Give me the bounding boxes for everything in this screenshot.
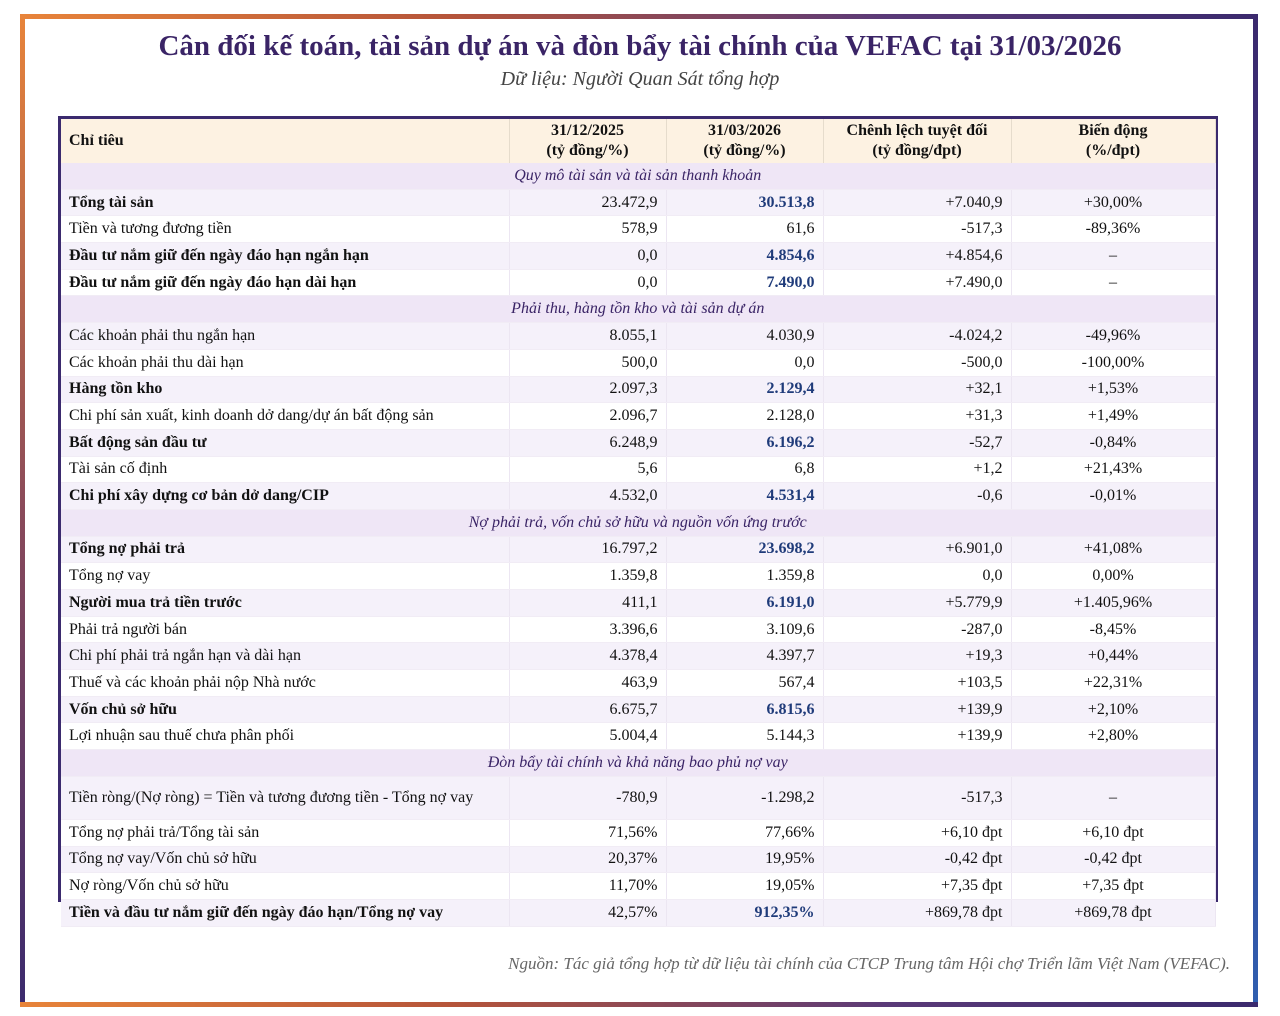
value-pct-change: – <box>1011 243 1215 270</box>
value-mar-2026: 6,8 <box>666 456 823 483</box>
table-row <box>61 590 1215 617</box>
table-row <box>61 616 1215 643</box>
row-label: Tổng nợ vay <box>61 563 509 590</box>
row-label: Thuế và các khoản phải nộp Nhà nước <box>61 670 509 697</box>
value-abs-change: -0,6 <box>823 483 1011 510</box>
section-header-row <box>61 296 1215 323</box>
value-dec-2025: 500,0 <box>509 349 666 376</box>
header-mar-2026: 31/03/2026 (tỷ đồng/%) <box>666 119 823 163</box>
table-row <box>61 873 1215 900</box>
value-dec-2025: 42,57% <box>509 899 666 926</box>
table-row <box>61 483 1215 510</box>
row-label: Các khoản phải thu dài hạn <box>61 349 509 376</box>
value-abs-change: +4.854,6 <box>823 243 1011 270</box>
table-row <box>61 643 1215 670</box>
value-dec-2025: 4.378,4 <box>509 643 666 670</box>
table-row <box>61 269 1215 296</box>
value-abs-change: -287,0 <box>823 616 1011 643</box>
row-label: Tiền và đầu tư nắm giữ đến ngày đáo hạn/Tổng nợ vay <box>61 899 509 926</box>
value-mar-2026: 4.854,6 <box>666 243 823 270</box>
value-dec-2025: -780,9 <box>509 776 666 819</box>
header-dec-2025: 31/12/2025 (tỷ đồng/%) <box>509 119 666 163</box>
value-mar-2026: 5.144,3 <box>666 723 823 750</box>
value-mar-2026: 61,6 <box>666 216 823 243</box>
value-pct-change: +2,10% <box>1011 696 1215 723</box>
value-abs-change: +7.040,9 <box>823 189 1011 216</box>
value-abs-change: +139,9 <box>823 723 1011 750</box>
row-label: Người mua trả tiền trước <box>61 590 509 617</box>
value-mar-2026: 1.359,8 <box>666 563 823 590</box>
section-header-row <box>61 750 1215 777</box>
value-pct-change: – <box>1011 269 1215 296</box>
value-dec-2025: 578,9 <box>509 216 666 243</box>
section-title: Nợ phải trả, vốn chủ sở hữu và nguồn vốn ứng trước <box>61 509 1215 536</box>
table-header-row <box>61 119 1215 163</box>
row-label: Tiền ròng/(Nợ ròng) = Tiền và tương đương tiền - Tổng nợ vay <box>61 776 509 819</box>
value-pct-change: -8,45% <box>1011 616 1215 643</box>
section-title: Phải thu, hàng tồn kho và tài sản dự án <box>61 296 1215 323</box>
value-pct-change: +1.405,96% <box>1011 590 1215 617</box>
header-indicator: Chỉ tiêu <box>61 119 509 163</box>
value-mar-2026: 2.128,0 <box>666 403 823 430</box>
row-label: Phải trả người bán <box>61 616 509 643</box>
value-pct-change: +7,35 đpt <box>1011 873 1215 900</box>
value-dec-2025: 8.055,1 <box>509 323 666 350</box>
value-dec-2025: 71,56% <box>509 819 666 846</box>
value-abs-change: -0,42 đpt <box>823 846 1011 873</box>
row-label: Vốn chủ sở hữu <box>61 696 509 723</box>
value-mar-2026: 0,0 <box>666 349 823 376</box>
frame-right-border <box>1253 14 1258 1007</box>
value-abs-change: +139,9 <box>823 696 1011 723</box>
value-pct-change: -49,96% <box>1011 323 1215 350</box>
row-label: Chi phí xây dựng cơ bản dở dang/CIP <box>61 483 509 510</box>
table-row <box>61 189 1215 216</box>
table-row <box>61 696 1215 723</box>
value-dec-2025: 1.359,8 <box>509 563 666 590</box>
value-abs-change: 0,0 <box>823 563 1011 590</box>
value-mar-2026: 30.513,8 <box>666 189 823 216</box>
section-title: Đòn bẩy tài chính và khả năng bao phủ nợ vay <box>61 750 1215 777</box>
value-abs-change: +869,78 đpt <box>823 899 1011 926</box>
table-row <box>61 349 1215 376</box>
value-mar-2026: 4.397,7 <box>666 643 823 670</box>
value-pct-change: +41,08% <box>1011 536 1215 563</box>
value-dec-2025: 16.797,2 <box>509 536 666 563</box>
value-pct-change: +30,00% <box>1011 189 1215 216</box>
header-pct-change: Biến động (%/đpt) <box>1011 119 1215 163</box>
row-label: Tổng nợ vay/Vốn chủ sở hữu <box>61 846 509 873</box>
source-note: Nguồn: Tác giả tổng hợp từ dữ liệu tài chính của CTCP Trung tâm Hội chợ Triển lãm Việt Nam (VEFAC). <box>508 954 1230 973</box>
table-row <box>61 376 1215 403</box>
row-label: Tổng nợ phải trả <box>61 536 509 563</box>
value-dec-2025: 23.472,9 <box>509 189 666 216</box>
value-pct-change: +21,43% <box>1011 456 1215 483</box>
value-abs-change: +103,5 <box>823 670 1011 697</box>
value-dec-2025: 20,37% <box>509 846 666 873</box>
row-label: Nợ ròng/Vốn chủ sở hữu <box>61 873 509 900</box>
value-dec-2025: 6.248,9 <box>509 429 666 456</box>
value-dec-2025: 4.532,0 <box>509 483 666 510</box>
value-dec-2025: 463,9 <box>509 670 666 697</box>
value-mar-2026: 7.490,0 <box>666 269 823 296</box>
value-dec-2025: 6.675,7 <box>509 696 666 723</box>
table-row <box>61 429 1215 456</box>
frame-top-border <box>20 14 1258 19</box>
value-pct-change: -0,42 đpt <box>1011 846 1215 873</box>
row-label: Tổng tài sản <box>61 189 509 216</box>
table-row <box>61 456 1215 483</box>
value-dec-2025: 0,0 <box>509 269 666 296</box>
value-abs-change: -517,3 <box>823 776 1011 819</box>
row-label: Lợi nhuận sau thuế chưa phân phối <box>61 723 509 750</box>
value-mar-2026: 77,66% <box>666 819 823 846</box>
value-mar-2026: 567,4 <box>666 670 823 697</box>
value-dec-2025: 0,0 <box>509 243 666 270</box>
value-pct-change: +1,53% <box>1011 376 1215 403</box>
value-pct-change: +6,10 đpt <box>1011 819 1215 846</box>
value-mar-2026: 19,95% <box>666 846 823 873</box>
value-mar-2026: 6.815,6 <box>666 696 823 723</box>
row-label: Tiền và tương đương tiền <box>61 216 509 243</box>
value-pct-change: +22,31% <box>1011 670 1215 697</box>
value-dec-2025: 2.097,3 <box>509 376 666 403</box>
table-row <box>61 536 1215 563</box>
table-row <box>61 819 1215 846</box>
table-row <box>61 403 1215 430</box>
value-mar-2026: 912,35% <box>666 899 823 926</box>
value-abs-change: +7.490,0 <box>823 269 1011 296</box>
value-abs-change: -4.024,2 <box>823 323 1011 350</box>
table-row <box>61 899 1215 926</box>
table-row <box>61 243 1215 270</box>
value-abs-change: +6.901,0 <box>823 536 1011 563</box>
value-pct-change: -0,01% <box>1011 483 1215 510</box>
row-label: Chi phí phải trả ngắn hạn và dài hạn <box>61 643 509 670</box>
value-abs-change: +7,35 đpt <box>823 873 1011 900</box>
value-pct-change: +2,80% <box>1011 723 1215 750</box>
row-label: Đầu tư nắm giữ đến ngày đáo hạn dài hạn <box>61 269 509 296</box>
value-pct-change: -100,00% <box>1011 349 1215 376</box>
row-label: Hàng tồn kho <box>61 376 509 403</box>
row-label: Chi phí sản xuất, kinh doanh dở dang/dự án bất động sản <box>61 403 509 430</box>
table-row <box>61 670 1215 697</box>
value-pct-change: +869,78 đpt <box>1011 899 1215 926</box>
value-mar-2026: 3.109,6 <box>666 616 823 643</box>
value-pct-change: +0,44% <box>1011 643 1215 670</box>
value-dec-2025: 3.396,6 <box>509 616 666 643</box>
section-header-row <box>61 163 1215 189</box>
balance-sheet-table-container <box>58 116 1218 921</box>
value-mar-2026: 4.531,4 <box>666 483 823 510</box>
value-dec-2025: 5.004,4 <box>509 723 666 750</box>
value-dec-2025: 11,70% <box>509 873 666 900</box>
page-title: Cân đối kế toán, tài sản dự án và đòn bẩy tài chính của VEFAC tại 31/03/2026 <box>158 30 1122 62</box>
page-subtitle: Dữ liệu: Người Quan Sát tổng hợp <box>500 68 780 90</box>
row-label: Các khoản phải thu ngắn hạn <box>61 323 509 350</box>
value-abs-change: +6,10 đpt <box>823 819 1011 846</box>
value-mar-2026: 4.030,9 <box>666 323 823 350</box>
value-mar-2026: 23.698,2 <box>666 536 823 563</box>
section-header-row <box>61 509 1215 536</box>
value-abs-change: -500,0 <box>823 349 1011 376</box>
header-abs-change: Chênh lệch tuyệt đối (tỷ đồng/đpt) <box>823 119 1011 163</box>
table-body <box>61 163 1215 926</box>
value-mar-2026: -1.298,2 <box>666 776 823 819</box>
row-label: Tài sản cố định <box>61 456 509 483</box>
table-row <box>61 216 1215 243</box>
value-dec-2025: 2.096,7 <box>509 403 666 430</box>
value-dec-2025: 411,1 <box>509 590 666 617</box>
balance-sheet-table <box>61 119 1216 927</box>
value-pct-change: -89,36% <box>1011 216 1215 243</box>
value-pct-change: 0,00% <box>1011 563 1215 590</box>
table-row <box>61 776 1215 819</box>
value-pct-change: -0,84% <box>1011 429 1215 456</box>
section-title: Quy mô tài sản và tài sản thanh khoản <box>61 163 1215 189</box>
value-abs-change: +32,1 <box>823 376 1011 403</box>
frame-bottom-border <box>20 1002 1258 1007</box>
row-label: Bất động sản đầu tư <box>61 429 509 456</box>
value-mar-2026: 2.129,4 <box>666 376 823 403</box>
value-pct-change: – <box>1011 776 1215 819</box>
table-row <box>61 723 1215 750</box>
row-label: Đầu tư nắm giữ đến ngày đáo hạn ngắn hạn <box>61 243 509 270</box>
value-abs-change: +1,2 <box>823 456 1011 483</box>
value-abs-change: -517,3 <box>823 216 1011 243</box>
value-dec-2025: 5,6 <box>509 456 666 483</box>
value-pct-change: +1,49% <box>1011 403 1215 430</box>
value-abs-change: -52,7 <box>823 429 1011 456</box>
table-row <box>61 846 1215 873</box>
frame-left-border <box>20 14 25 1007</box>
value-mar-2026: 6.191,0 <box>666 590 823 617</box>
row-label: Tổng nợ phải trả/Tổng tài sản <box>61 819 509 846</box>
value-mar-2026: 19,05% <box>666 873 823 900</box>
table-row <box>61 563 1215 590</box>
table-row <box>61 323 1215 350</box>
value-abs-change: +31,3 <box>823 403 1011 430</box>
value-abs-change: +5.779,9 <box>823 590 1011 617</box>
value-mar-2026: 6.196,2 <box>666 429 823 456</box>
value-abs-change: +19,3 <box>823 643 1011 670</box>
